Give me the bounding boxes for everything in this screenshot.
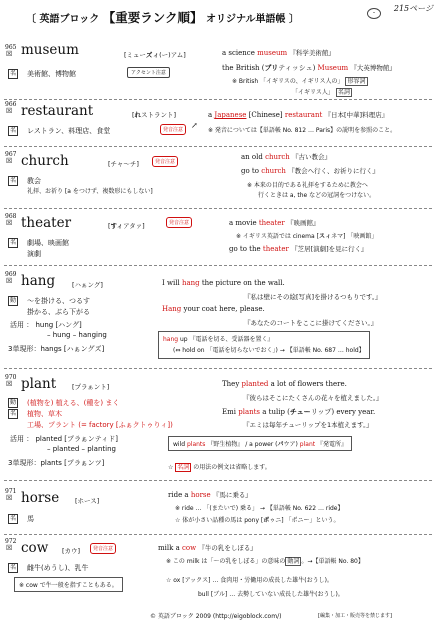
divider — [4, 368, 432, 369]
pronunciation: [れストラント] — [132, 111, 177, 119]
definition: 演劇 — [27, 250, 41, 258]
page-title: 〔 英語ブロック 【重要ランク順】 オリジナル単語帳 〕 — [26, 10, 300, 25]
pronunciation: [ホース] — [75, 497, 100, 505]
pronunciation: [すィアタァ] — [108, 222, 145, 230]
conjugation: – hung – hanging — [47, 331, 107, 339]
entry-number: 965 — [5, 44, 17, 51]
example-sentence: a science museum 『科学美術館』 — [222, 49, 335, 57]
example-sentence: the British (ブリティッシュ) Museum 『大英博物館』 — [222, 63, 396, 72]
third-person-form: 3単現形：hangs [ハぁングズ] — [8, 345, 105, 353]
note: bull [ブル] … 去勢していない成長した雄牛(おうし)。 — [198, 591, 344, 598]
definition: 掛かる、ぶら下がる — [27, 308, 90, 316]
example-sentence: a Japanese [Chinese] restaurant 『日本[中華]料理店』 — [208, 111, 389, 119]
divider — [4, 480, 432, 481]
entry-number: 968 — [5, 213, 17, 220]
part-of-speech: 名 — [10, 127, 17, 134]
part-of-speech: 名 — [10, 177, 17, 184]
checkbox-icon[interactable]: ☒ — [6, 157, 13, 165]
page-number: 215ページ — [393, 4, 433, 13]
definition: 劇場、映画館 — [27, 239, 69, 247]
definition: 〜を掛ける、つるす — [27, 297, 90, 305]
pronunciation-badge: 発音注意 — [166, 217, 192, 228]
divider — [4, 208, 432, 209]
divider — [4, 146, 432, 147]
divider — [4, 99, 432, 100]
checkbox-icon[interactable]: ☒ — [6, 277, 13, 285]
example-sentence: ride a horse 『馬に乗る』 — [168, 491, 252, 499]
definition: 工場、プラント (= factory [ふぁクトゥりィ]) — [27, 421, 173, 429]
arrow-icon: ↗ — [191, 121, 198, 130]
part-of-speech: 動 — [10, 399, 17, 406]
pronunciation-badge: 発音注意 — [90, 543, 116, 554]
checkbox-icon[interactable]: ☒ — [6, 50, 13, 58]
pronunciation: [プラぁント] — [72, 383, 110, 391]
definition: レストラン、料理店、食堂 — [27, 127, 111, 135]
headword: museum — [21, 42, 79, 58]
headword: cow — [21, 540, 49, 556]
definition: 教会 — [27, 177, 41, 185]
headword: theater — [21, 215, 72, 231]
part-of-speech: 名 — [10, 70, 17, 77]
note: 行くときは a, the などの冠詞をつけない。 — [258, 192, 376, 199]
accent-badge: アクセント注意 — [127, 67, 170, 78]
definition: 植物、草木 — [27, 410, 62, 418]
headword: horse — [21, 490, 60, 506]
example-sentence: go to the theater 『芝居[演劇]を見に行く』 — [229, 245, 368, 253]
part-of-speech: 名 — [10, 239, 17, 246]
translation: 『あなたのコートをここに掛けてください。』 — [244, 319, 378, 327]
note: ※ イギリス英語では cinema [スィネマ] 「映画館」 — [236, 233, 378, 240]
checkbox-icon[interactable]: ☒ — [6, 380, 13, 388]
note-box: ※ cow で牛一般を指すこともある。 — [14, 577, 123, 592]
pronunciation: [チャ〜チ] — [108, 160, 139, 168]
headword: hang — [21, 273, 56, 289]
entry-number: 967 — [5, 151, 17, 158]
example-sentence: a movie theater 『映画館』 — [229, 219, 320, 227]
part-of-speech: 動 — [10, 297, 17, 304]
conjugation: – planted – planting — [47, 445, 116, 453]
headword: plant — [21, 376, 57, 392]
part-of-speech: 名 — [10, 564, 17, 571]
entry-number: 966 — [5, 101, 17, 108]
part-of-speech: 名 — [10, 515, 17, 522]
note: ☆ 体が小さい品種の馬は pony [ポゥニ] 「ポニー」という。 — [175, 517, 340, 524]
note: ☆ 名詞 の用法の例文は省略します。 — [168, 464, 271, 471]
definition: 礼拝、お祈り [a をつけず、複数形にもしない] — [27, 188, 153, 195]
note: ※ 本来の目的である礼拝をするために教会へ — [247, 182, 368, 189]
pronunciation: [ミューズィ(ー)アム] — [124, 51, 186, 59]
note: ※ ride … 「(またいで) 乗る」 → 【単語帳 No. 622 … ride】 — [175, 505, 344, 512]
translation: 『エミは毎年チューリップを1本植えます。』 — [243, 421, 373, 429]
note: ※ British 「イギリスの、イギリス人の」 形容詞 — [232, 78, 366, 85]
definition: 美術館、博物館 — [27, 70, 76, 78]
pronunciation: [ハぁング] — [72, 281, 103, 289]
example-sentence: Hang your coat here, please. — [162, 305, 265, 313]
divider — [4, 534, 432, 535]
checkbox-icon[interactable]: ☒ — [6, 544, 13, 552]
part-of-speech: 名 — [10, 410, 17, 417]
divider — [4, 265, 432, 266]
checkbox-icon[interactable]: ☒ — [6, 494, 13, 502]
definition: (植物を) 植える、(種を) まく — [27, 399, 120, 407]
example-sentence: Emi plants a tulip (チューリップ) every year. — [222, 407, 376, 416]
note: ☆ ox [アックス] … 食肉用・労働用の成長した雄牛(おうし)。 — [166, 577, 333, 584]
example-sentence: They planted a lot of flowers there. — [222, 380, 347, 388]
example-sentence: an old church 『古い教会』 — [241, 153, 332, 161]
definition: 雌牛(めうし)、乳牛 — [27, 564, 89, 572]
rights-notice: [編集・加工・販売等を禁じます] — [318, 613, 392, 619]
entry-number: 971 — [5, 488, 17, 495]
third-person-form: 3単現形：plants [プラぁンツ] — [8, 459, 105, 467]
example-sentence: milk a cow 『牛の乳をしぼる』 — [158, 544, 257, 552]
translation: 『私は壁にその絵[写真]を掛けるつもりです。』 — [244, 293, 382, 301]
checkbox-icon[interactable]: ☒ — [6, 219, 13, 227]
note: ※ この milk は「〜の乳をしぼる」の意味の 動詞 。→【単語帳 No. 80】 — [166, 558, 364, 565]
phrase-box: hang up 『電話を切る、受話器を置く』 (⇔ hold on 「電話を切らないでおく」) → 【単語帳 No. 687 … hold】 — [158, 331, 370, 359]
headword: restaurant — [21, 103, 94, 119]
conjugation: 活用 ： planted [プラぁンティド] — [10, 435, 118, 443]
note: 「イギリス人」 名詞 — [292, 89, 350, 96]
definition: 馬 — [27, 515, 34, 523]
example-sentence: I will hang the picture on the wall. — [162, 279, 285, 287]
note: ※ 発音については【単語帳 No. 812 … Paris】の説明を参照のこと。 — [208, 127, 397, 134]
example-sentence: go to church 『教会へ行く、お祈りに行く』 — [241, 167, 380, 175]
pronunciation-badge: 発音注意 — [152, 156, 178, 167]
entry-number: 970 — [5, 374, 17, 381]
pronunciation-badge: 発音注意 — [160, 124, 186, 135]
copyright: © 英語ブロック 2009 (http://eigoblock.com/) — [150, 613, 282, 620]
phrase-box: wild plants 『野生植物』 / a power (パウア) plant 『発電所』 — [168, 436, 352, 451]
translation: 『彼らはそこにたくさんの花々を植えました。』 — [243, 394, 383, 402]
pronunciation: [カウ] — [62, 547, 81, 555]
conjugation: 活用 ： hung [ハング] — [10, 321, 82, 329]
smile-icon: ᵕ — [367, 8, 381, 19]
checkbox-icon[interactable]: ☒ — [6, 107, 13, 115]
entry-number: 969 — [5, 271, 17, 278]
entry-number: 972 — [5, 538, 17, 545]
headword: church — [21, 153, 69, 169]
